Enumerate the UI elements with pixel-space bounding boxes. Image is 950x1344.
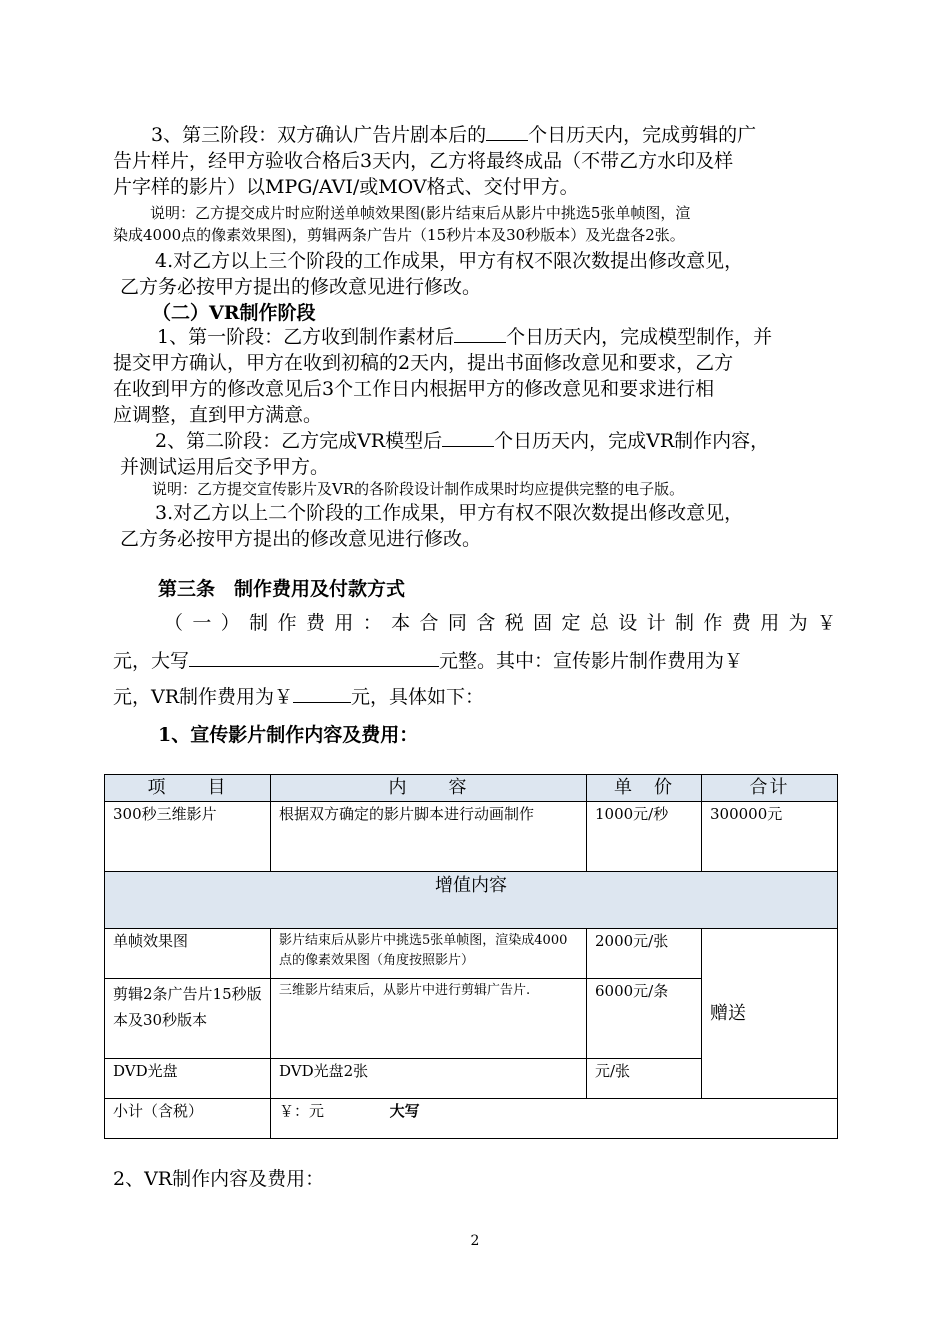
value-added-band xyxy=(105,872,838,929)
item3-line2: 乙方务必按甲方提出的修改意见进行修改。 xyxy=(120,528,482,550)
table-row xyxy=(105,929,838,979)
blank-vr-amount xyxy=(293,684,351,703)
section2-heading: 2、VR制作内容及费用： xyxy=(113,1168,325,1190)
fee-line1-char: 为 xyxy=(788,612,808,634)
fee-line1-char: ） xyxy=(220,612,240,634)
cell-unit-price: 元/张 xyxy=(587,1059,702,1099)
item4-line2: 乙方务必按甲方提出的修改意见进行修改。 xyxy=(120,276,482,298)
table-row xyxy=(105,802,838,872)
subtotal-label: 小计（含税） xyxy=(105,1099,271,1139)
fee-line1-char: ： xyxy=(362,612,382,634)
table-header-row xyxy=(105,775,838,802)
fee-line1-char: 固 xyxy=(533,612,553,634)
fee-line1-char: 一 xyxy=(192,612,212,634)
fee-line1-char: 作 xyxy=(277,612,297,634)
subtotal-daxie: 大写 xyxy=(389,1102,420,1120)
vr1-line1 xyxy=(113,324,838,350)
value-added-label: 增值内容 xyxy=(105,872,838,929)
fee-line1-char: ￥ xyxy=(816,612,836,634)
vr-heading: （二）VR制作阶段 xyxy=(152,302,316,324)
vr2-line2: 并测试运用后交予甲方。 xyxy=(120,456,330,478)
subtotal-cell xyxy=(271,1099,838,1139)
fee-line1-char: 用 xyxy=(760,612,780,634)
vr1-line2: 提交甲方确认，甲方在收到初稿的2天内，提出书面修改意见和要求，乙方 xyxy=(113,352,734,374)
fee-line1-char: 制 xyxy=(249,612,269,634)
fee-text-b: 元整。其中：宣传影片制作费用为￥ xyxy=(439,650,744,672)
fee-line1-char: 本 xyxy=(391,612,411,634)
fee-line1-char: 计 xyxy=(646,612,666,634)
article3-heading: 第三条 制作费用及付款方式 xyxy=(158,578,406,600)
header-content: 内 容 xyxy=(271,775,587,802)
item4-line1: 4.对乙方以上三个阶段的工作成果，甲方有权不限次数提出修改意见， xyxy=(155,250,744,272)
fee-line1-char: 定 xyxy=(561,612,581,634)
cell-unit-price: 1000元/秒 xyxy=(587,802,702,872)
fee-line1-char: 费 xyxy=(731,612,751,634)
fee-line1-char: 设 xyxy=(618,612,638,634)
subtotal-value: ￥：元 xyxy=(279,1102,325,1120)
fee-line1-char: 总 xyxy=(589,612,609,634)
phase3-text-b: 个日历天内，完成剪辑的广 xyxy=(528,124,757,146)
fee-text-d: 元，具体如下： xyxy=(351,686,485,708)
fee-line1 xyxy=(164,610,836,636)
note1-line2: 染成4000点的像素效果图)，剪辑两条广告片（15秒片本及30秒版本）及光盘各2张。 xyxy=(113,226,685,244)
cell-unit-price: 6000元/条 xyxy=(587,979,702,1059)
fee-line1-char: 费 xyxy=(305,612,325,634)
header-unit-price: 单 价 xyxy=(587,775,702,802)
vr1-text-a: 1、第一阶段：乙方收到制作素材后 xyxy=(157,326,455,348)
cell-unit-price: 2000元/张 xyxy=(587,929,702,979)
blank-days xyxy=(454,324,506,343)
vr2-line1 xyxy=(113,428,838,454)
phase3-line2: 告片样片，经甲方验收合格后3天内，乙方将最终成品（不带乙方水印及样 xyxy=(113,150,734,172)
cell-item: 剪辑2条广告片15秒版本及30秒版本 xyxy=(105,979,271,1059)
vr1-line4: 应调整，直到甲方满意。 xyxy=(113,404,323,426)
page-number: 2 xyxy=(470,1233,480,1249)
fee-line2 xyxy=(113,648,838,674)
fee-line3 xyxy=(113,684,838,710)
fee-line1-char: 同 xyxy=(447,612,467,634)
fee-line1-char: 含 xyxy=(476,612,496,634)
fee-line1-char: 合 xyxy=(419,612,439,634)
cell-content: 根据双方确定的影片脚本进行动画制作 xyxy=(271,802,587,872)
cell-content: 三维影片结束后，从影片中进行剪辑广告片. xyxy=(271,979,587,1059)
subtotal-row xyxy=(105,1099,838,1139)
item3-line1: 3.对乙方以上二个阶段的工作成果，甲方有权不限次数提出修改意见， xyxy=(155,502,744,524)
cell-total: 300000元 xyxy=(702,802,838,872)
note2: 说明：乙方提交宣传影片及VR的各阶段设计制作成果时均应提供完整的电子版。 xyxy=(152,480,685,498)
cell-item: 单帧效果图 xyxy=(105,929,271,979)
cell-content: DVD光盘2张 xyxy=(271,1059,587,1099)
blank-days xyxy=(442,428,494,447)
cell-content: 影片结束后从影片中挑选5张单帧图，渲染成4000点的像素效果图（角度按照影片） xyxy=(271,929,587,979)
header-item: 项 目 xyxy=(105,775,271,802)
vr2-text-a: 2、第二阶段：乙方完成VR模型后 xyxy=(155,430,443,452)
fee-line1-char: （ xyxy=(164,612,184,634)
vr1-line3: 在收到甲方的修改意见后3个工作日内根据甲方的修改意见和要求进行相 xyxy=(113,378,715,400)
fee-text-a: 元，大写 xyxy=(113,650,190,672)
vr1-text-b: 个日历天内，完成模型制作，并 xyxy=(506,326,773,348)
fee-text-c: 元，VR制作费用为￥ xyxy=(113,686,294,708)
vr2-text-b: 个日历天内，完成VR制作内容， xyxy=(494,430,770,452)
fee-line1-char: 作 xyxy=(703,612,723,634)
cell-item: DVD光盘 xyxy=(105,1059,271,1099)
fee-line1-char: 税 xyxy=(504,612,524,634)
header-total: 合计 xyxy=(702,775,838,802)
fee-line1-char: 用 xyxy=(334,612,354,634)
gift-cell: 赠送 xyxy=(702,929,838,1099)
phase3-line3: 片字样的影片）以MPG/AVI/或MOV格式、交付甲方。 xyxy=(113,176,579,198)
section1-heading: 1、宣传影片制作内容及费用： xyxy=(158,724,419,746)
note1-line1: 说明：乙方提交成片时应附送单帧效果图(影片结束后从影片中挑选5张单帧图，渲 xyxy=(150,204,691,222)
blank-days xyxy=(486,122,528,141)
phase3-text-a: 3、第三阶段：双方确认广告片剧本后的 xyxy=(151,124,487,146)
blank-amount-words xyxy=(189,648,439,667)
cell-item: 300秒三维影片 xyxy=(105,802,271,872)
phase3-line1 xyxy=(113,122,838,148)
video-fee-table xyxy=(104,774,838,1139)
fee-line1-char: 制 xyxy=(675,612,695,634)
